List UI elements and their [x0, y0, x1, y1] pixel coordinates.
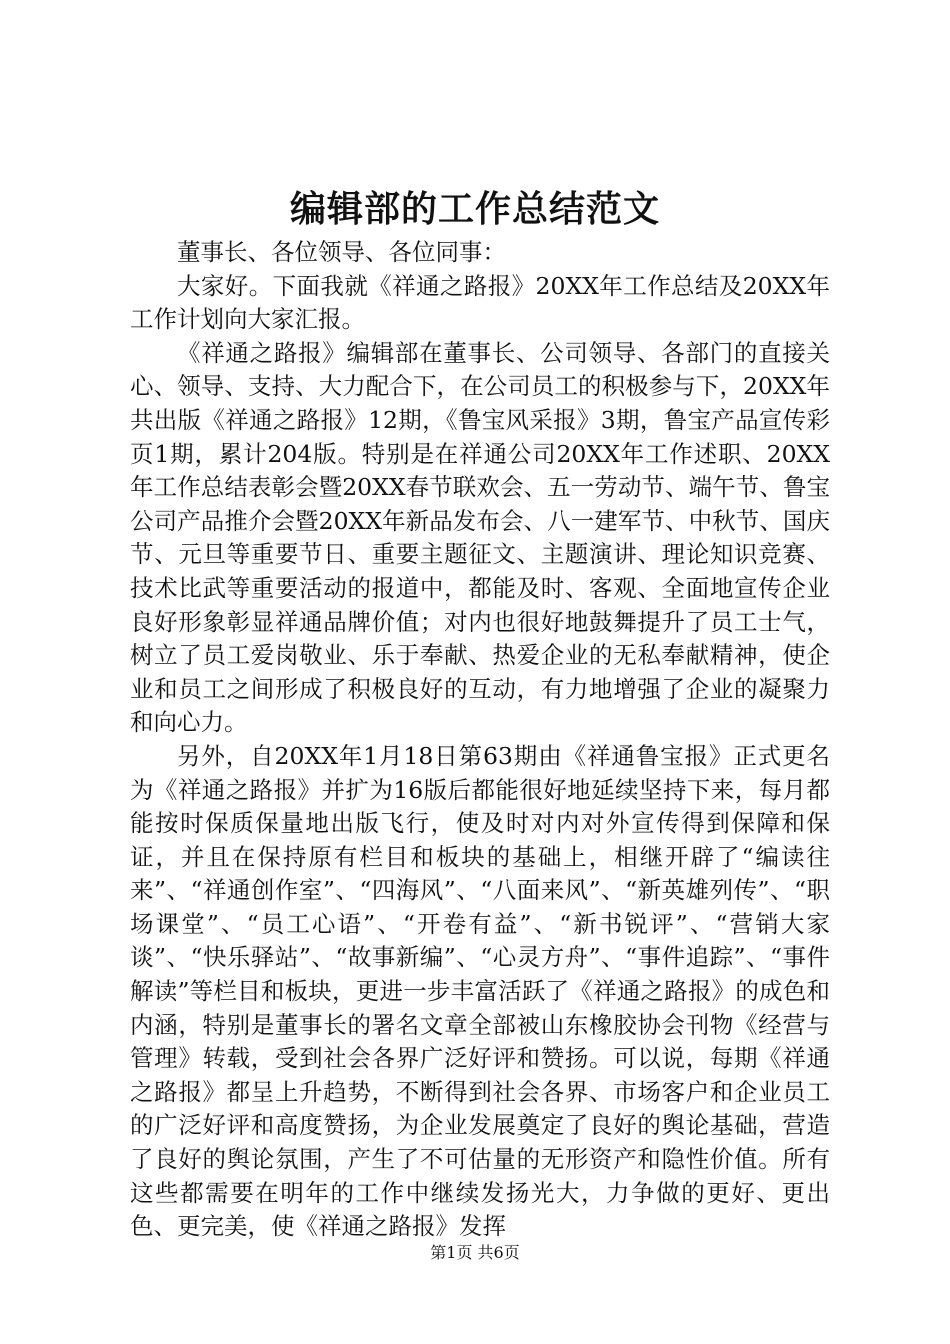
page-number: 第1页 共6页 [430, 1243, 520, 1262]
paragraph-salutation: 董事长、各位领导、各位同事： [177, 238, 506, 266]
paragraph-greeting: 大家好。下面我就《祥通之路报》20XX年工作总结及20XX年工作计划向大家汇报。 [130, 271, 830, 334]
paragraph-columns: 另外，自20XX年1月18日第63期由《祥通鲁宝报》正式更名为《祥通之路报》并扩为16版后都能很好地延续坚持下来，每月都能按时保质保量地出版飞行，使及时对内对外宣传得到保障和保证，并且在保持原有栏目和板块的基础上，相继开辟了“编读往来”、“祥通创作室”、“四海风”、“八面来风”、“新英雄列传”、“职场课堂”、“员工心语”、“开卷有益”、“新书锐评”、“营销大家谈”、“快乐驿站”、“故事新编”、“心灵方舟”、“事件追踪”、“事件解读”等栏目和板块，更进一步丰富活跃了《祥通之路报》的成色和内涵，特别是董事长的署名文章全部被山东橡胶协会刊物《经营与管理》转载，受到社会各界广泛好评和赞扬。可以说，每期《祥通之路报》都呈上升趋势，不断得到社会各界、市场客户和企业员工的广泛好评和高度赞扬，为企业发展奠定了良好的舆论基础，营造了良好的舆论氛围，产生了不可估量的无形资产和隐性价值。所有这些都需要在明年的工作中继续发扬光大，力争做的更好、更出色、更完美，使《祥通之路报》发挥 [130, 741, 830, 1241]
document-title: 编辑部的工作总结范文 [289, 188, 660, 230]
document-body [130, 236, 830, 1244]
paragraph-summary: 《祥通之路报》编辑部在董事长、公司领导、各部门的直接关心、领导、支持、大力配合下，在公司员工的积极参与下，20XX年共出版《祥通之路报》12期，《鲁宝风采报》3期，鲁宝产品宣传彩页1期，累计204版。特别是在祥通公司20XX年工作述职、20XX年工作总结表彰会暨20XX春节联欢会、五一劳动节、端午节、鲁宝公司产品推介会暨20XX年新品发布会、八一建军节、中秋节、国庆节、元旦等重要节日、重要主题征文、主题演讲、理论知识竞赛、技术比武等重要活动的报道中，都能及时、客观、全面地宣传企业良好形象彰显祥通品牌价值；对内也很好地鼓舞提升了员工士气，树立了员工爱岗敬业、乐于奉献、热爱企业的无私奉献精神，使企业和员工之间形成了积极良好的互动，有力地增强了企业的凝聚力和向心力。 [130, 338, 830, 737]
